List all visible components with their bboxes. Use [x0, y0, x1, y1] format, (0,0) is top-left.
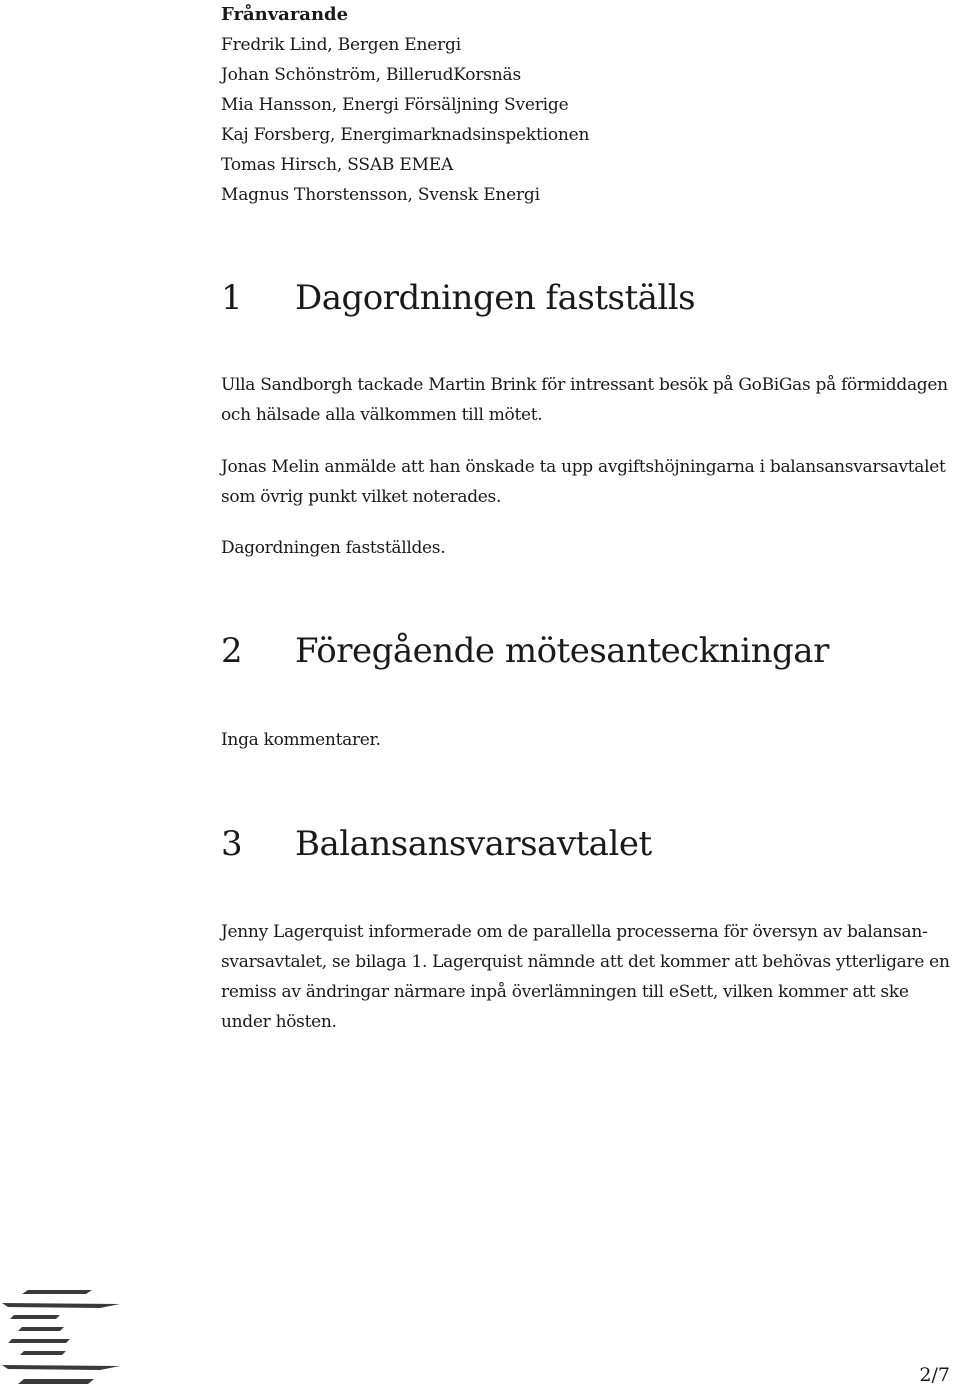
logo-icon — [0, 1286, 125, 1390]
section-number: 1 — [221, 278, 243, 318]
paragraph: Jonas Melin anmälde att han önskade ta upp avgiftshöjningarna i balansansvarsavtalet som övrig punkt vilket noterades. — [221, 457, 946, 507]
section-heading — [221, 824, 652, 864]
section-number: 2 — [221, 631, 243, 671]
section-title: Dagordningen fastställs — [295, 278, 696, 318]
paragraph: Dagordningen fastställdes. — [221, 538, 446, 558]
section-heading — [221, 631, 829, 671]
absent-person: Mia Hansson, Energi Försäljning Sverige — [221, 95, 569, 115]
absent-person: Fredrik Lind, Bergen Energi — [221, 35, 461, 55]
section-heading — [221, 278, 695, 318]
absent-person: Kaj Forsberg, Energimarknadsinspektionen — [221, 125, 590, 145]
absent-list — [221, 0, 589, 210]
absent-person: Johan Schönström, BillerudKorsnäs — [221, 65, 521, 85]
page-number: 2/7 — [919, 1364, 950, 1386]
paragraph: Ulla Sandborgh tackade Martin Brink för intressant besök på GoBiGas på förmiddagen och hälsade alla välkommen till mötet. — [221, 375, 948, 425]
paragraph: Jenny Lagerquist informerade om de parallella processerna för översyn av balansan-svarsavtalet, se bilaga 1. Lagerquist nämnde att det kommer att behövas ytterligare en remiss av ändringar närmare inpå överlämningen till eSett, vilken kommer att ske under hösten. — [221, 922, 950, 1032]
absent-heading: Frånvarande — [221, 4, 349, 25]
section-number: 3 — [221, 824, 243, 864]
section-title: Balansansvarsavtalet — [295, 824, 652, 864]
paragraph: Inga kommentarer. — [221, 730, 381, 750]
section-title: Föregående mötesanteckningar — [295, 631, 829, 671]
absent-person: Magnus Thorstensson, Svensk Energi — [221, 185, 540, 205]
absent-person: Tomas Hirsch, SSAB EMEA — [221, 155, 454, 175]
